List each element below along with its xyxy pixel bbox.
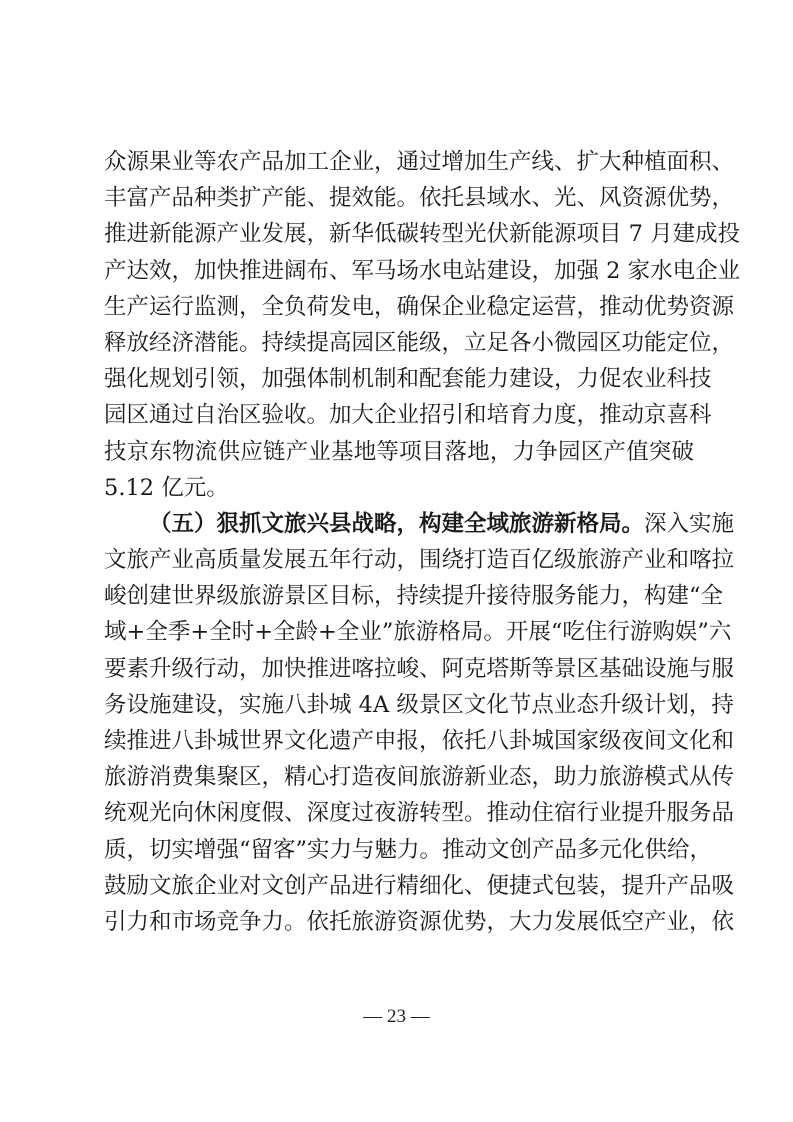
paragraph-1-line-7: 强化规划引领，加强体制机制和配套能力建设，力促农业科技 [104,366,712,393]
paragraph-2-line-9: 统观光向休闲度假、深度过夜游转型。推动住宿行业提升服务品 [104,800,735,827]
paragraph-2-line-8: 旅游消费集聚区，精心打造夜间旅游新业态，助力旅游模式从传 [104,764,735,791]
paragraph-2-line-10: 质，切实增强“留客”实力与魅力。推动文创产品多元化供给， [104,836,713,863]
paragraph-1-line-4: 产达效，加快推进阔布、军马场水电站建设，加强 2 家水电企业 [104,257,741,284]
body-text [104,144,741,940]
paragraph-2-line-5: 要素升级行动，加快推进喀拉峻、阿克塔斯等景区基础设施与服 [104,655,735,682]
paragraph-2-line-1-rest: 深入实施 [644,510,735,537]
paragraph-2-line-6: 务设施建设，实施八卦城 4A 级景区文化节点业态升级计划，持 [104,691,734,718]
paragraph-1-line-6: 释放经济潜能。持续提高园区能级，立足各小微园区功能定位， [104,329,735,356]
paragraph-2-line-3: 峻创建世界级旅游景区目标，持续提升接待服务能力，构建“全 [104,583,724,610]
paragraph-1-line-3: 推进新能源产业发展，新华低碳转型光伏新能源项目 7 月建成投 [104,221,741,248]
paragraph-1-line-8: 园区通过自治区验收。加大企业招引和培育力度，推动京喜科 [104,402,712,429]
paragraph-2-line-4: 域+全季+全时+全龄+全业”旅游格局。开展“吃住行游购娱”六 [104,619,732,646]
paragraph-2-line-2: 文旅产业高质量发展五年行动，围绕打造百亿级旅游产业和喀拉 [104,547,735,574]
paragraph-2-line-1 [104,506,735,542]
paragraph-1-line-10: 5.12 亿元。 [104,474,229,501]
paragraph-1-line-5: 生产运行监测，全负荷发电，确保企业稳定运营，推动优势资源 [104,293,735,320]
paragraph-1-line-1: 众源果业等农产品加工企业，通过增加生产线、扩大种植面积、 [104,149,735,175]
paragraph-1-line-9: 技京东物流供应链产业基地等项目落地，力争园区产值突破 [104,438,694,465]
page-number: — 23 — [363,1006,430,1027]
paragraph-2-line-11: 鼓励文旅企业对文创产品进行精细化、便捷式包装，提升产品吸 [104,872,735,899]
paragraph-2-line-12: 引力和市场竞争力。依托旅游资源优势，大力发展低空产业，依 [104,908,735,935]
section-heading: （五）狠抓文旅兴县战略，构建全域旅游新格局。 [149,510,645,537]
paragraph-1-line-2: 丰富产品种类扩产能、提效能。依托县域水、光、风资源优势， [104,185,735,212]
paragraph-2-line-7: 续推进八卦城世界文化遗产申报，依托八卦城国家级夜间文化和 [104,728,735,754]
